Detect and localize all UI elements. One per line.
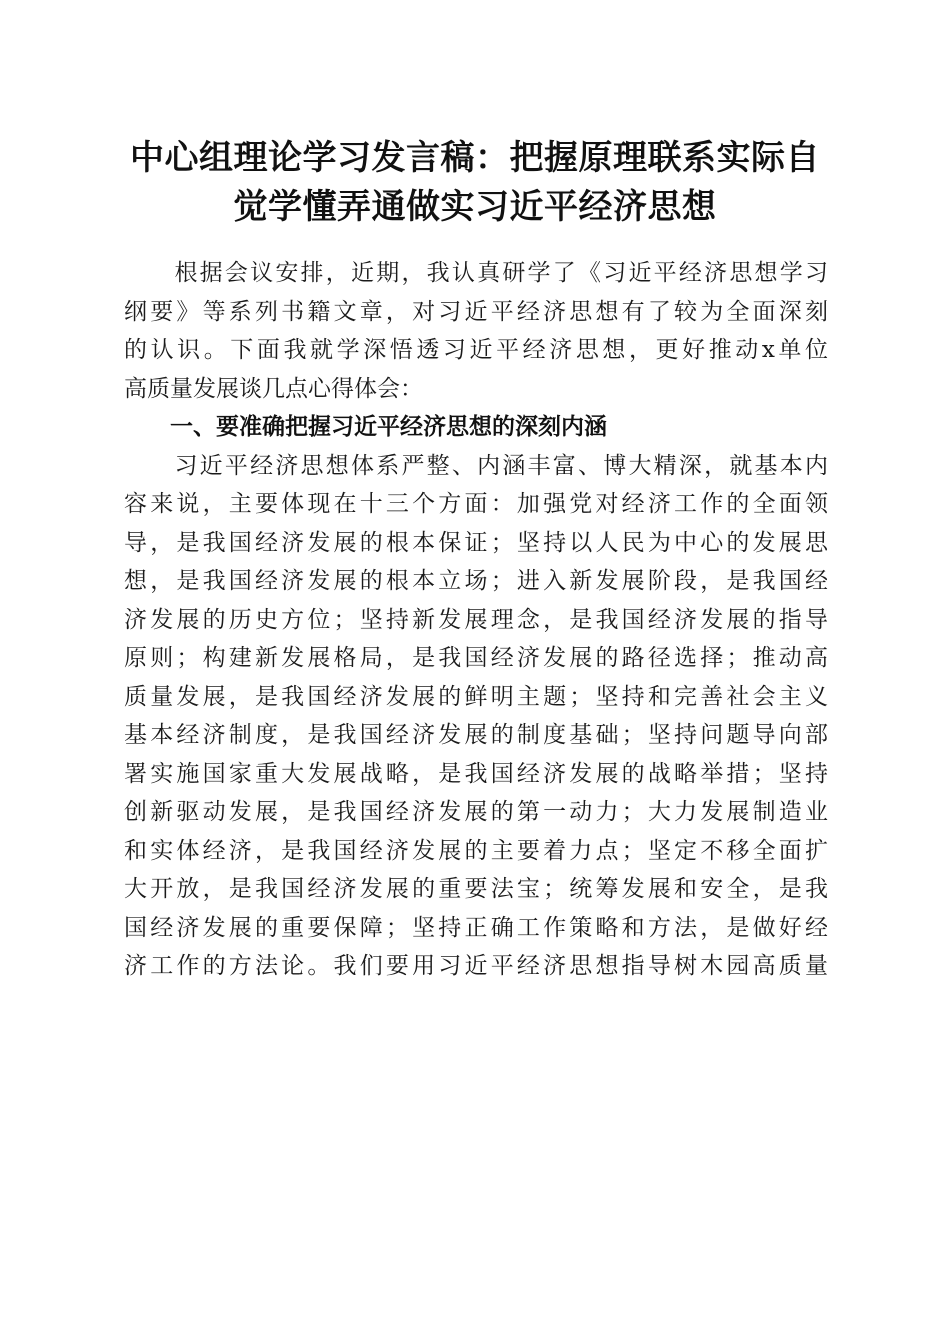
paragraph-line: 国经济发展的重要保障；坚持正确工作策略和方法，是做好经 bbox=[124, 914, 828, 941]
paragraph-line: 习近平经济思想体系严整、内涵丰富、博大精深，就基本内 bbox=[124, 452, 828, 479]
paragraph-line: 济发展的历史方位；坚持新发展理念，是我国经济发展的指导 bbox=[124, 606, 828, 633]
paragraph-line: 纲要》等系列书籍文章，对习近平经济思想有了较为全面深刻 bbox=[124, 298, 828, 325]
document-body bbox=[124, 254, 828, 986]
intro-paragraph bbox=[124, 254, 828, 408]
paragraph-line: 济工作的方法论。我们要用习近平经济思想指导树木园高质量 bbox=[124, 953, 828, 979]
paragraph-line: 署实施国家重大发展战略，是我国经济发展的战略举措；坚持 bbox=[124, 760, 828, 787]
document-title bbox=[100, 134, 850, 232]
paragraph-line: 导，是我国经济发展的根本保证；坚持以人民为中心的发展思 bbox=[124, 529, 828, 556]
paragraph-line: 和实体经济，是我国经济发展的主要着力点；坚定不移全面扩 bbox=[124, 837, 828, 864]
paragraph-line: 创新驱动发展，是我国经济发展的第一动力；大力发展制造业 bbox=[124, 799, 828, 825]
title-line-1: 中心组理论学习发言稿：把握原理联系实际自 bbox=[130, 138, 820, 178]
paragraph-line: 的认识。下面我就学深悟透习近平经济思想，更好推动x单位 bbox=[124, 337, 828, 363]
section-paragraph bbox=[124, 447, 828, 986]
paragraph-line: 根据会议安排，近期，我认真研学了《习近平经济思想学习 bbox=[124, 260, 828, 286]
paragraph-line: 基本经济制度，是我国经济发展的制度基础；坚持问题导向部 bbox=[124, 722, 828, 748]
paragraph-line: 大开放，是我国经济发展的重要法宝；统筹发展和安全，是我 bbox=[124, 876, 828, 902]
paragraph-line: 质量发展，是我国经济发展的鲜明主题；坚持和完善社会主义 bbox=[124, 683, 828, 710]
section-heading: 一、要准确把握习近平经济思想的深刻内涵 bbox=[124, 414, 607, 440]
paragraph-line: 想，是我国经济发展的根本立场；进入新发展阶段，是我国经 bbox=[124, 568, 828, 594]
paragraph-line: 高质量发展谈几点心得体会： bbox=[124, 375, 423, 402]
paragraph-line: 原则；构建新发展格局，是我国经济发展的路径选择；推动高 bbox=[124, 645, 828, 671]
title-line-2: 觉学懂弄通做实习近平经济思想 bbox=[233, 187, 717, 227]
paragraph-line: 容来说，主要体现在十三个方面：加强党对经济工作的全面领 bbox=[124, 491, 828, 517]
